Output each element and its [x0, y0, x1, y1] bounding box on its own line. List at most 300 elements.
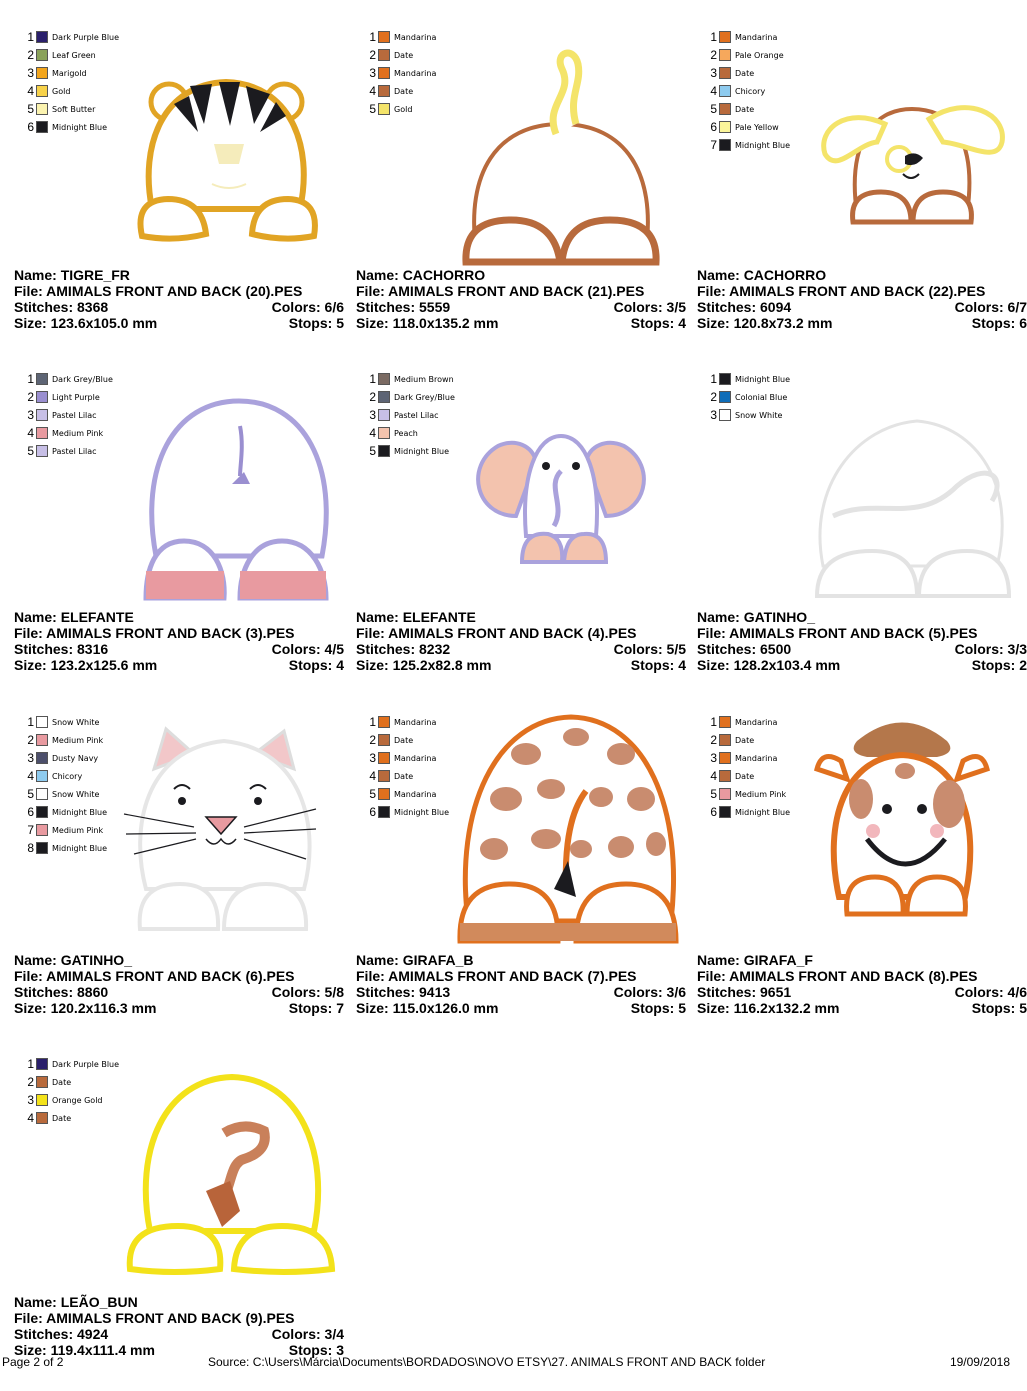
thread-index: 1: [27, 715, 34, 729]
stops-label: Stops:: [288, 1000, 333, 1016]
thread-index: 5: [710, 787, 717, 801]
design-size: 123.2x125.6 mm: [50, 657, 158, 673]
thread-name: Dark Purple Blue: [52, 1059, 120, 1069]
thread-name: Date: [394, 735, 414, 745]
thread-index: 3: [27, 751, 34, 765]
size-label: Size:: [14, 315, 47, 331]
thread-name: Snow White: [52, 789, 100, 799]
thread-swatch: [719, 752, 731, 764]
design-stitches: 9651: [760, 984, 792, 1000]
thread-name: Midnight Blue: [735, 374, 791, 384]
thread-name: Leaf Green: [52, 50, 96, 60]
design-stitches: 8368: [77, 299, 109, 315]
thread-index: 4: [369, 426, 376, 440]
thread-swatch: [719, 770, 731, 782]
design-size: 116.2x132.2 mm: [733, 1000, 840, 1016]
thread-swatch: [378, 752, 390, 764]
thread-index: 5: [369, 444, 376, 458]
thread-name: Pastel Lilac: [394, 410, 439, 420]
thread-name: Midnight Blue: [52, 807, 108, 817]
thread-name: Chicory: [735, 86, 766, 96]
thread-name: Dusty Navy: [52, 753, 99, 763]
design-info: [356, 952, 686, 1016]
thread-swatch: [378, 391, 390, 403]
design-name: ELEFANTE: [402, 609, 476, 625]
thread-name: Date: [52, 1113, 72, 1123]
design-stops: 4: [678, 657, 686, 673]
thread-swatch: [719, 49, 731, 61]
thread-index: 4: [369, 769, 376, 783]
cat-back-embroidery-preview: [777, 366, 1027, 601]
thread-swatch: [378, 103, 390, 115]
design-file: AMIMALS FRONT AND BACK (4).PES: [388, 625, 637, 641]
design-size: 120.2x116.3 mm: [50, 1000, 157, 1016]
thread-name: Medium Pink: [735, 789, 787, 799]
thread-index: 8: [27, 841, 34, 855]
thread-index: 4: [27, 1111, 34, 1125]
thread-index: 3: [710, 408, 717, 422]
giraffe-back-embroidery-preview: [436, 709, 686, 944]
thread-name: Pastel Lilac: [52, 446, 97, 456]
thread-swatch: [378, 806, 390, 818]
design-size: 119.4x111.4 mm: [50, 1342, 155, 1358]
name-label: Name:: [356, 609, 399, 625]
thread-index: 2: [27, 390, 34, 404]
thread-index: 1: [710, 372, 717, 386]
design-stitches: 9413: [419, 984, 451, 1000]
thread-index: 4: [27, 426, 34, 440]
file-label: File:: [14, 1310, 43, 1326]
thread-index: 6: [27, 805, 34, 819]
thread-swatch: [719, 139, 731, 151]
design-info: [356, 267, 686, 331]
design-file: AMIMALS FRONT AND BACK (22).PES: [729, 283, 986, 299]
thread-name: Marigold: [52, 68, 87, 78]
size-label: Size:: [356, 315, 389, 331]
design-stitches: 6500: [760, 641, 792, 657]
thread-swatch: [378, 31, 390, 43]
size-label: Size:: [356, 657, 389, 673]
colors-label: Colors:: [271, 1326, 321, 1342]
thread-swatch: [719, 788, 731, 800]
thread-name: Mandarina: [394, 32, 437, 42]
design-info: [697, 609, 1027, 673]
design-file: AMIMALS FRONT AND BACK (7).PES: [388, 968, 637, 984]
thread-swatch: [719, 121, 731, 133]
file-label: File:: [356, 283, 385, 299]
name-label: Name:: [697, 267, 740, 283]
thread-swatch: [36, 734, 48, 746]
thread-swatch: [36, 31, 48, 43]
dog-back-embroidery-preview: [436, 24, 686, 259]
design-colors: 5/8: [324, 984, 344, 1000]
stops-label: Stops:: [288, 1342, 333, 1358]
file-label: File:: [14, 283, 43, 299]
thread-index: 2: [27, 733, 34, 747]
name-label: Name:: [14, 267, 57, 283]
design-file: AMIMALS FRONT AND BACK (6).PES: [46, 968, 295, 984]
stitches-label: Stitches:: [356, 984, 416, 1000]
size-label: Size:: [697, 1000, 730, 1016]
thread-index: 1: [710, 30, 717, 44]
design-colors: 5/5: [666, 641, 686, 657]
thread-swatch: [36, 49, 48, 61]
colors-label: Colors:: [954, 984, 1004, 1000]
thread-name: Peach: [394, 428, 418, 438]
thread-swatch: [36, 85, 48, 97]
design-size: 115.0x126.0 mm: [392, 1000, 499, 1016]
design-name: CACHORRO: [402, 267, 486, 283]
thread-swatch: [719, 734, 731, 746]
thread-swatch: [36, 121, 48, 133]
design-stitches: 4924: [77, 1326, 109, 1342]
thread-index: 5: [27, 102, 34, 116]
design-info: [14, 609, 344, 673]
thread-index: 2: [710, 390, 717, 404]
thread-swatch: [378, 788, 390, 800]
thread-index: 7: [27, 823, 34, 837]
size-label: Size:: [697, 315, 730, 331]
design-name: GATINHO_: [60, 952, 132, 968]
design-size: 120.8x73.2 mm: [733, 315, 833, 331]
design-info: [697, 952, 1027, 1016]
thread-name: Mandarina: [735, 717, 778, 727]
size-label: Size:: [14, 1000, 47, 1016]
thread-swatch: [36, 103, 48, 115]
design-card: [356, 24, 686, 364]
colors-label: Colors:: [954, 299, 1004, 315]
thread-swatch: [378, 373, 390, 385]
stitches-label: Stitches:: [14, 641, 74, 657]
thread-swatch: [36, 842, 48, 854]
design-stitches: 6094: [760, 299, 792, 315]
size-label: Size:: [356, 1000, 389, 1016]
design-card: [14, 709, 344, 1049]
design-stitches: 8232: [419, 641, 451, 657]
thread-name: Gold: [394, 104, 413, 114]
design-card: [356, 366, 686, 706]
design-colors: 4/6: [1007, 984, 1027, 1000]
thread-index: 2: [27, 48, 34, 62]
thread-swatch: [378, 409, 390, 421]
thread-swatch: [719, 67, 731, 79]
stitches-label: Stitches:: [356, 641, 416, 657]
design-file: AMIMALS FRONT AND BACK (5).PES: [729, 625, 978, 641]
lion-back-embroidery-preview: [94, 1051, 344, 1286]
colors-label: Colors:: [613, 984, 663, 1000]
thread-swatch: [36, 373, 48, 385]
thread-palette: [362, 28, 436, 118]
file-label: File:: [356, 625, 385, 641]
size-label: Size:: [14, 1342, 47, 1358]
thread-name: Mandarina: [394, 68, 437, 78]
thread-name: Gold: [52, 86, 71, 96]
stops-label: Stops:: [971, 657, 1016, 673]
design-stops: 5: [678, 1000, 686, 1016]
name-label: Name:: [697, 952, 740, 968]
thread-swatch: [719, 373, 731, 385]
thread-name: Midnight Blue: [52, 843, 108, 853]
file-label: File:: [14, 968, 43, 984]
thread-color-row: [362, 82, 436, 100]
tiger-embroidery-preview: [94, 24, 344, 259]
design-colors: 3/6: [666, 984, 686, 1000]
thread-swatch: [378, 734, 390, 746]
thread-name: Mandarina: [394, 717, 437, 727]
thread-index: 4: [27, 84, 34, 98]
design-name: ELEFANTE: [60, 609, 134, 625]
thread-name: Midnight Blue: [394, 807, 450, 817]
colors-label: Colors:: [271, 641, 321, 657]
thread-swatch: [36, 67, 48, 79]
thread-index: 6: [27, 120, 34, 134]
thread-swatch: [36, 806, 48, 818]
thread-swatch: [378, 67, 390, 79]
thread-swatch: [378, 716, 390, 728]
thread-swatch: [36, 427, 48, 439]
design-size: 123.6x105.0 mm: [50, 315, 158, 331]
thread-index: 4: [710, 769, 717, 783]
colors-label: Colors:: [954, 641, 1004, 657]
thread-name: Midnight Blue: [394, 446, 450, 456]
stitches-label: Stitches:: [14, 984, 74, 1000]
thread-swatch: [36, 824, 48, 836]
stops-label: Stops:: [630, 1000, 675, 1016]
design-info: [697, 267, 1027, 331]
name-label: Name:: [14, 952, 57, 968]
design-colors: 3/4: [324, 1326, 344, 1342]
thread-swatch: [719, 391, 731, 403]
thread-index: 3: [369, 408, 376, 422]
thread-name: Mandarina: [394, 789, 437, 799]
cat-front-embroidery-preview: [94, 709, 344, 944]
thread-swatch: [36, 1058, 48, 1070]
design-colors: 3/5: [666, 299, 686, 315]
stitches-label: Stitches:: [14, 299, 74, 315]
design-stops: 5: [1019, 1000, 1027, 1016]
thread-swatch: [719, 806, 731, 818]
thread-swatch: [719, 103, 731, 115]
page-footer: [0, 1354, 1024, 1370]
thread-name: Date: [394, 771, 414, 781]
thread-name: Medium Pink: [52, 428, 104, 438]
thread-name: Date: [52, 1077, 72, 1087]
design-file: AMIMALS FRONT AND BACK (3).PES: [46, 625, 295, 641]
thread-swatch: [36, 770, 48, 782]
stops-label: Stops:: [971, 1000, 1016, 1016]
thread-name: Dark Grey/Blue: [394, 392, 455, 402]
design-name: GIRAFA_B: [402, 952, 474, 968]
thread-swatch: [719, 716, 731, 728]
thread-index: 2: [369, 390, 376, 404]
thread-color-row: [362, 100, 436, 118]
stops-label: Stops:: [630, 657, 675, 673]
size-label: Size:: [14, 657, 47, 673]
thread-index: 3: [369, 66, 376, 80]
thread-name: Medium Pink: [52, 825, 104, 835]
thread-index: 2: [27, 1075, 34, 1089]
design-size: 125.2x82.8 mm: [392, 657, 492, 673]
file-label: File:: [697, 968, 726, 984]
thread-name: Pale Yellow: [735, 122, 779, 132]
thread-name: Orange Gold: [52, 1095, 103, 1105]
design-card: [14, 24, 344, 364]
file-label: File:: [356, 968, 385, 984]
thread-swatch: [36, 409, 48, 421]
stops-label: Stops:: [971, 315, 1016, 331]
thread-index: 5: [369, 787, 376, 801]
thread-index: 6: [369, 805, 376, 819]
giraffe-front-embroidery-preview: [777, 709, 1027, 944]
thread-index: 3: [27, 1093, 34, 1107]
design-stitches: 5559: [419, 299, 451, 315]
thread-color-row: [362, 64, 436, 82]
thread-index: 4: [27, 769, 34, 783]
thread-swatch: [36, 716, 48, 728]
design-card: [14, 366, 344, 706]
design-name: CACHORRO: [743, 267, 827, 283]
design-stops: 4: [336, 657, 344, 673]
design-colors: 4/5: [324, 641, 344, 657]
thread-swatch: [378, 770, 390, 782]
thread-swatch: [378, 85, 390, 97]
thread-name: Medium Pink: [52, 735, 104, 745]
design-colors: 6/7: [1007, 299, 1027, 315]
design-stops: 6: [1019, 315, 1027, 331]
thread-index: 5: [27, 444, 34, 458]
design-info: [14, 267, 344, 331]
stitches-label: Stitches:: [697, 641, 757, 657]
colors-label: Colors:: [613, 299, 663, 315]
design-card: [356, 709, 686, 1049]
design-card: [697, 709, 1027, 1049]
stitches-label: Stitches:: [697, 299, 757, 315]
stitches-label: Stitches:: [14, 1326, 74, 1342]
thread-name: Snow White: [735, 410, 783, 420]
thread-name: Chicory: [52, 771, 83, 781]
thread-index: 6: [710, 120, 717, 134]
thread-index: 1: [27, 30, 34, 44]
name-label: Name:: [356, 952, 399, 968]
thread-index: 1: [369, 30, 376, 44]
design-name: GIRAFA_F: [743, 952, 813, 968]
file-label: File:: [697, 625, 726, 641]
design-file: AMIMALS FRONT AND BACK (8).PES: [729, 968, 978, 984]
design-info: [14, 952, 344, 1016]
design-stitches: 8860: [77, 984, 109, 1000]
thread-name: Mandarina: [735, 753, 778, 763]
thread-name: Midnight Blue: [52, 122, 108, 132]
thread-index: 7: [710, 138, 717, 152]
thread-index: 3: [710, 751, 717, 765]
thread-swatch: [719, 85, 731, 97]
thread-name: Dark Grey/Blue: [52, 374, 113, 384]
name-label: Name:: [697, 609, 740, 625]
name-label: Name:: [14, 1294, 57, 1310]
colors-label: Colors:: [271, 984, 321, 1000]
design-file: AMIMALS FRONT AND BACK (20).PES: [46, 283, 303, 299]
file-label: File:: [697, 283, 726, 299]
design-colors: 6/6: [324, 299, 344, 315]
thread-index: 5: [27, 787, 34, 801]
elephant-back-embroidery-preview: [94, 366, 344, 601]
design-file: AMIMALS FRONT AND BACK (21).PES: [388, 283, 645, 299]
thread-name: Date: [735, 735, 755, 745]
design-stops: 2: [1019, 657, 1027, 673]
thread-name: Colonial Blue: [735, 392, 788, 402]
print-date: 19/09/2018: [949, 1355, 1010, 1369]
thread-name: Medium Brown: [394, 374, 454, 384]
thread-index: 4: [710, 84, 717, 98]
thread-index: 1: [27, 1057, 34, 1071]
design-stops: 3: [336, 1342, 344, 1358]
design-name: TIGRE_FR: [60, 267, 130, 283]
thread-name: Light Purple: [52, 392, 100, 402]
thread-name: Date: [735, 104, 755, 114]
thread-name: Mandarina: [394, 753, 437, 763]
thread-index: 1: [27, 372, 34, 386]
thread-index: 1: [710, 715, 717, 729]
elephant-front-embroidery-preview: [436, 366, 686, 601]
thread-name: Snow White: [52, 717, 100, 727]
thread-name: Date: [394, 50, 414, 60]
thread-name: Mandarina: [735, 32, 778, 42]
stops-label: Stops:: [288, 315, 333, 331]
stops-label: Stops:: [630, 315, 675, 331]
thread-swatch: [378, 49, 390, 61]
thread-name: Date: [735, 771, 755, 781]
design-stops: 5: [336, 315, 344, 331]
thread-swatch: [719, 31, 731, 43]
thread-index: 2: [369, 733, 376, 747]
design-name: LEÃO_BUN: [60, 1294, 138, 1310]
thread-swatch: [36, 1112, 48, 1124]
stitches-label: Stitches:: [697, 984, 757, 1000]
thread-index: 3: [369, 751, 376, 765]
size-label: Size:: [697, 657, 730, 673]
thread-name: Soft Butter: [52, 104, 96, 114]
design-size: 128.2x103.4 mm: [733, 657, 841, 673]
stitches-label: Stitches:: [356, 299, 416, 315]
design-size: 118.0x135.2 mm: [392, 315, 499, 331]
name-label: Name:: [14, 609, 57, 625]
thread-swatch: [378, 445, 390, 457]
thread-index: 3: [27, 408, 34, 422]
colors-label: Colors:: [613, 641, 663, 657]
thread-index: 2: [710, 48, 717, 62]
thread-index: 5: [710, 102, 717, 116]
file-label: File:: [14, 625, 43, 641]
thread-index: 2: [710, 733, 717, 747]
thread-name: Pastel Lilac: [52, 410, 97, 420]
thread-name: Dark Purple Blue: [52, 32, 120, 42]
thread-name: Midnight Blue: [735, 807, 791, 817]
thread-swatch: [36, 445, 48, 457]
design-card: [697, 24, 1027, 364]
thread-swatch: [36, 391, 48, 403]
page-number: Page 2 of 2: [2, 1355, 64, 1369]
colors-label: Colors:: [271, 299, 321, 315]
thread-swatch: [719, 409, 731, 421]
thread-name: Date: [735, 68, 755, 78]
thread-color-row: [362, 46, 436, 64]
design-colors: 3/3: [1007, 641, 1027, 657]
design-stops: 4: [678, 315, 686, 331]
thread-index: 1: [369, 372, 376, 386]
thread-swatch: [36, 1076, 48, 1088]
thread-index: 2: [369, 48, 376, 62]
thread-index: 3: [27, 66, 34, 80]
